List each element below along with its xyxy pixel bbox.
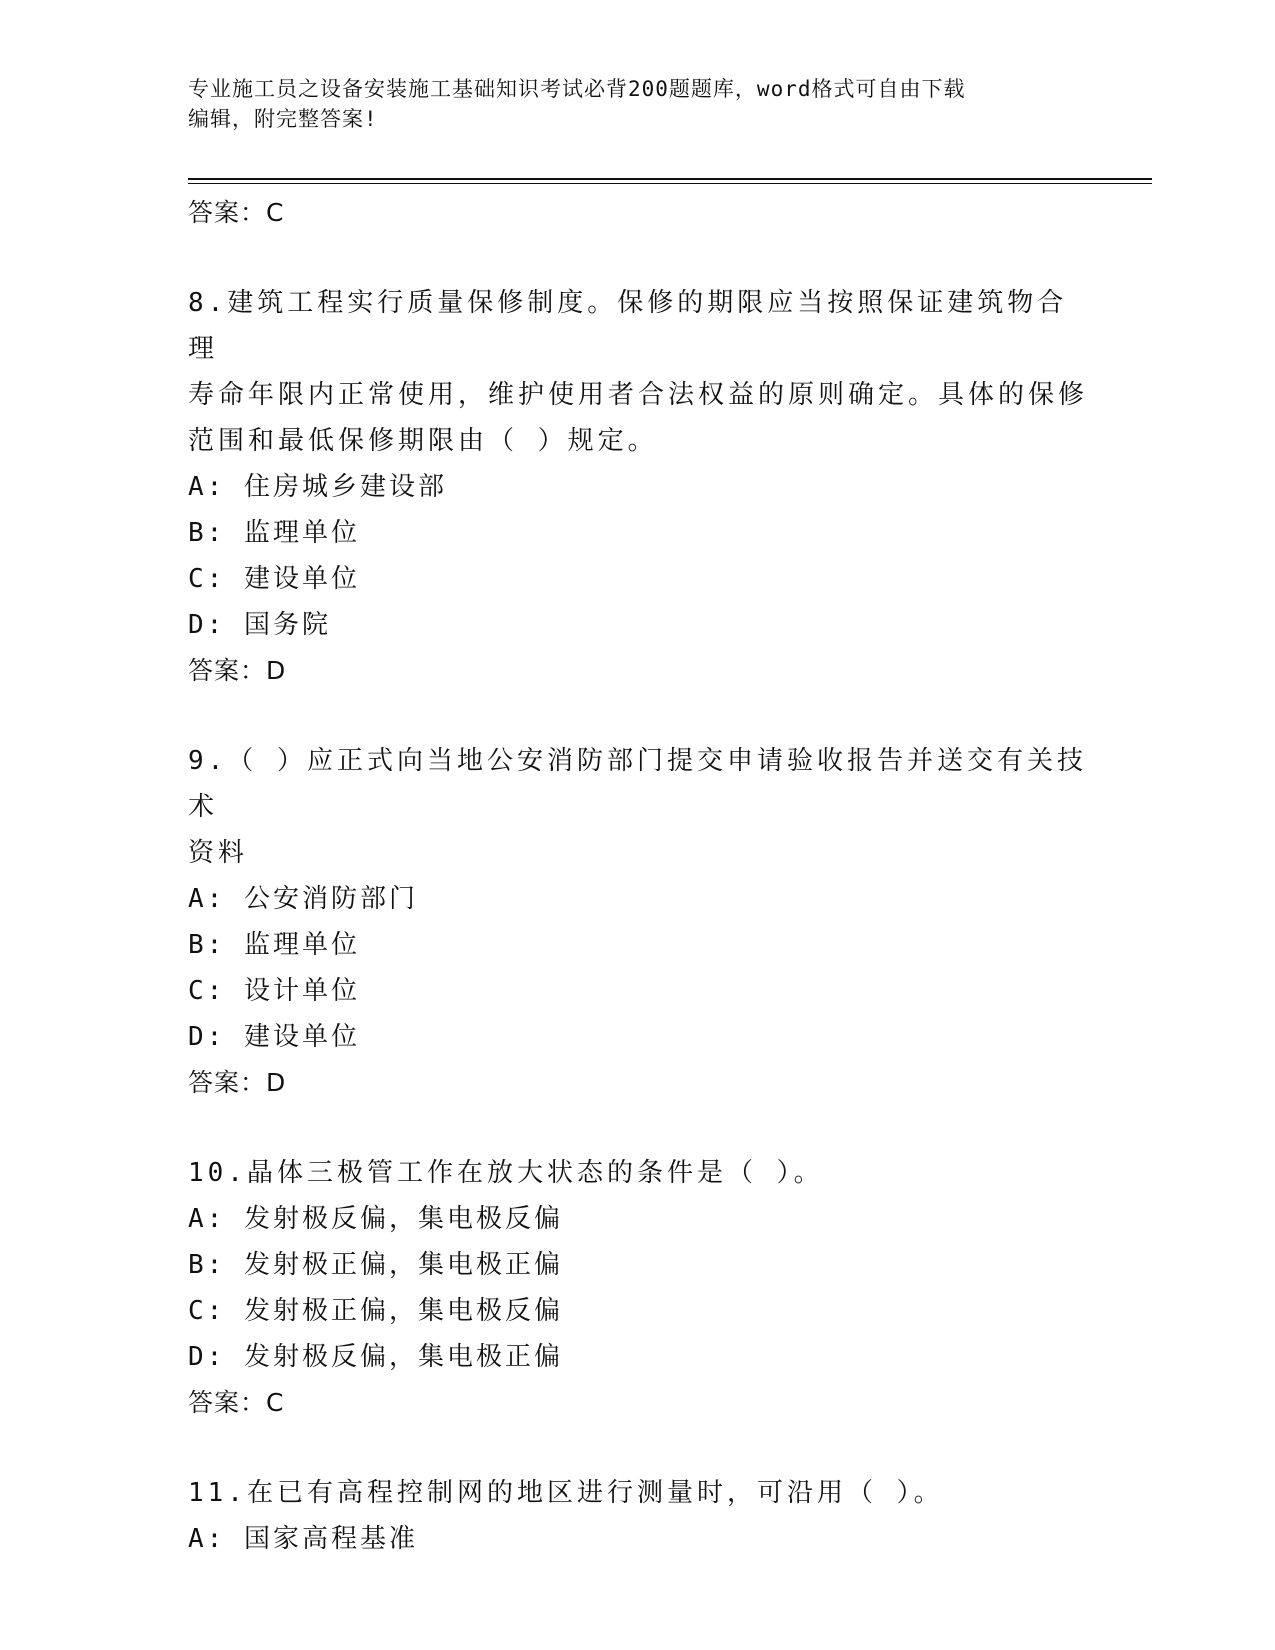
answer-line: 答案：C [188, 1388, 285, 1417]
question-11 [188, 1470, 1088, 1562]
question-9 [188, 738, 1088, 1106]
option-d: D: 发射极反偏，集电极正偏 [188, 1342, 563, 1372]
option-a: A: 国家高程基准 [188, 1524, 418, 1554]
option-b: B: 监理单位 [188, 930, 360, 960]
question-stem-line: 11.在已有高程控制网的地区进行测量时，可沿用（ ）。 [188, 1478, 944, 1508]
option-d: D: 国务院 [188, 610, 331, 640]
document-header [188, 74, 1088, 134]
answer-line: 答案：C [188, 198, 285, 227]
header-line-1: 专业施工员之设备安装施工基础知识考试必背200题题库，word格式可自由下载 [188, 77, 966, 101]
question-8 [188, 280, 1088, 694]
option-d: D: 建设单位 [188, 1022, 360, 1052]
question-stem-line: 寿命年限内正常使用，维护使用者合法权益的原则确定。具体的保修 [188, 380, 1089, 410]
option-a: A: 公安消防部门 [188, 884, 418, 914]
answer-line: 答案：D [188, 1068, 287, 1097]
option-c: C: 发射极正偏，集电极反偏 [188, 1296, 563, 1326]
option-c: C: 设计单位 [188, 976, 360, 1006]
option-b: B: 发射极正偏，集电极正偏 [188, 1250, 563, 1280]
header-line-2: 编辑，附完整答案! [188, 107, 378, 131]
question-stem-line: 9.（ ）应正式向当地公安消防部门提交申请验收报告并送交有关技术 [188, 746, 1087, 822]
option-a: A: 发射极反偏，集电极反偏 [188, 1204, 563, 1234]
header-rule-thick [188, 178, 1152, 180]
question-stem-line: 资料 [188, 838, 249, 868]
header-rule-thin [188, 183, 1152, 184]
option-a: A: 住房城乡建设部 [188, 472, 447, 502]
answer-line: 答案：D [188, 656, 287, 685]
document-body [188, 190, 1088, 1562]
question-10 [188, 1150, 1088, 1426]
question-stem-line: 10.晶体三极管工作在放大状态的条件是（ ）。 [188, 1158, 824, 1188]
question-stem-line: 8.建筑工程实行质量保修制度。保修的期限应当按照保证建筑物合理 [188, 288, 1068, 364]
option-b: B: 监理单位 [188, 518, 360, 548]
option-c: C: 建设单位 [188, 564, 360, 594]
question-stem-line: 范围和最低保修期限由（ ）规定。 [188, 426, 658, 456]
